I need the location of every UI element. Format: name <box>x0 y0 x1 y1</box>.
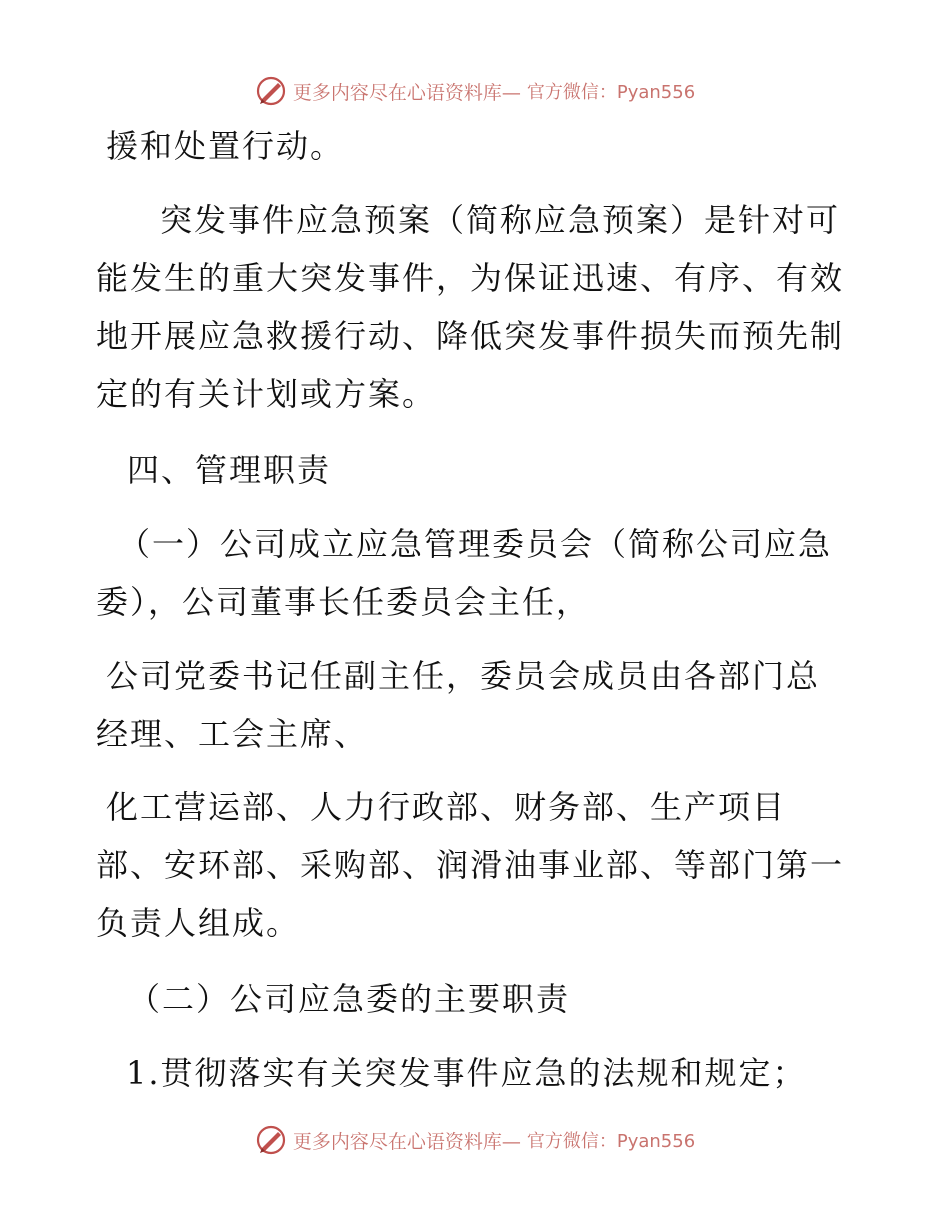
text-line: 援和处置行动。 <box>106 127 345 165</box>
text-line: 能发生的重大突发事件，为保证迅速、有序、有效 <box>96 259 845 297</box>
list-item <box>126 1044 886 1102</box>
text-line: 公司党委书记任副主任，委员会成员由各部门总 <box>106 657 821 695</box>
watermark-wechat-text: 官方微信：Pyan556 <box>526 82 696 103</box>
paragraph-2 <box>96 191 856 423</box>
paragraph-5 <box>96 778 856 952</box>
text-line: 地开展应急救援行动、降低突发事件损失而预先制 <box>96 317 845 355</box>
watermark-brand-text: 更多内容尽在心语资料库— <box>292 81 521 104</box>
pen-logo-icon <box>255 75 287 107</box>
text-line: 负责人组成。 <box>96 904 301 942</box>
subsection-heading <box>128 970 888 1028</box>
text-line: 定的有关计划或方案。 <box>96 375 437 413</box>
text-line: （二）公司应急委的主要职责 <box>128 980 571 1018</box>
pen-logo-icon <box>255 1124 287 1156</box>
text-line: 委），公司董事长任委员会主任， <box>96 583 591 621</box>
watermark-brand-text: 更多内容尽在心语资料库— <box>292 1130 521 1153</box>
text-line: 化工营运部、人力行政部、财务部、生产项目 <box>106 788 787 826</box>
section-heading <box>127 441 887 499</box>
text-line: 部、安环部、采购部、润滑油事业部、等部门第一 <box>96 846 845 884</box>
paragraph-4 <box>96 647 856 763</box>
text-line: 经理、工会主席、 <box>96 715 369 753</box>
text-line: 1.贯彻落实有关突发事件应急的法规和规定； <box>126 1054 807 1092</box>
footer-watermark <box>0 1120 950 1160</box>
text-line: 突发事件应急预案（简称应急预案）是针对可 <box>160 201 841 239</box>
paragraph-1 <box>106 117 866 175</box>
text-line: （一）公司成立应急管理委员会（简称公司应急 <box>118 525 833 563</box>
text-line: 四、管理职责 <box>127 451 332 489</box>
watermark-wechat-text: 官方微信：Pyan556 <box>526 1131 696 1152</box>
paragraph-3 <box>96 515 856 631</box>
header-watermark <box>0 71 950 111</box>
